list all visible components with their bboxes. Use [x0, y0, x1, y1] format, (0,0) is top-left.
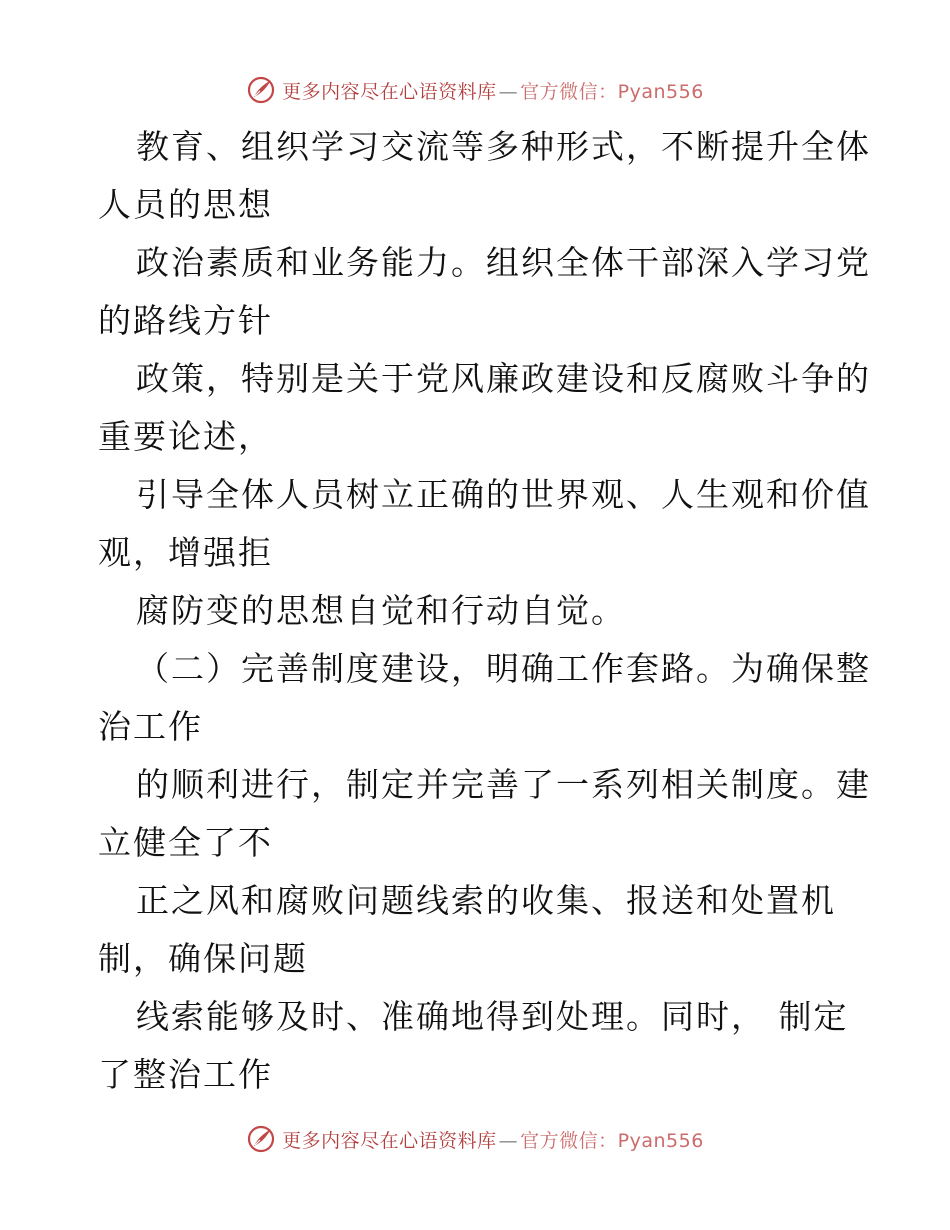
text-line: 的路线方针: [98, 301, 273, 340]
text-line: 政治素质和业务能力。组织全体干部深入学习党: [136, 243, 871, 282]
watermark-header: [0, 73, 950, 107]
text-line: 正之风和腐败问题线索的收集、报送和处置机: [136, 881, 836, 920]
text-line: 的顺利进行，制定并完善了一系列相关制度。建: [136, 765, 871, 804]
text-line: 线索能够及时、准确地得到处理。同时， 制定: [136, 997, 849, 1036]
watermark-separator: —: [498, 1129, 519, 1152]
text-line: 立健全了不: [98, 823, 273, 862]
text-line: 重要论述，: [98, 417, 273, 456]
watermark-footer: [0, 1122, 950, 1156]
text-line: 引导全体人员树立正确的世界观、人生观和价值: [136, 475, 871, 514]
watermark-main: 更多内容尽在心语资料库: [282, 1129, 497, 1152]
text-line: （二）完善制度建设，明确工作套路。为确保整: [136, 649, 871, 688]
quill-logo-icon: [246, 75, 276, 105]
text-line: 教育、组织学习交流等多种形式，不断提升全体: [136, 127, 871, 166]
watermark-separator: —: [498, 80, 519, 103]
watermark-contact: 官方微信：Pyan556: [520, 80, 704, 103]
text-line: 政策，特别是关于党风廉政建设和反腐败斗争的: [136, 359, 871, 398]
quill-logo-icon: [246, 1124, 276, 1154]
text-line: 治工作: [98, 707, 203, 746]
watermark-contact: 官方微信：Pyan556: [520, 1129, 704, 1152]
watermark-text: [282, 1126, 704, 1153]
text-line: 了整治工作: [98, 1055, 273, 1094]
text-line: 制，确保问题: [98, 939, 308, 978]
document-body: [98, 118, 871, 1104]
text-line: 腐防变的思想自觉和行动自觉。: [136, 591, 626, 630]
watermark-main: 更多内容尽在心语资料库: [282, 80, 497, 103]
text-line: 人员的思想: [98, 185, 273, 224]
watermark-text: [282, 77, 704, 104]
text-line: 观，增强拒: [98, 533, 273, 572]
